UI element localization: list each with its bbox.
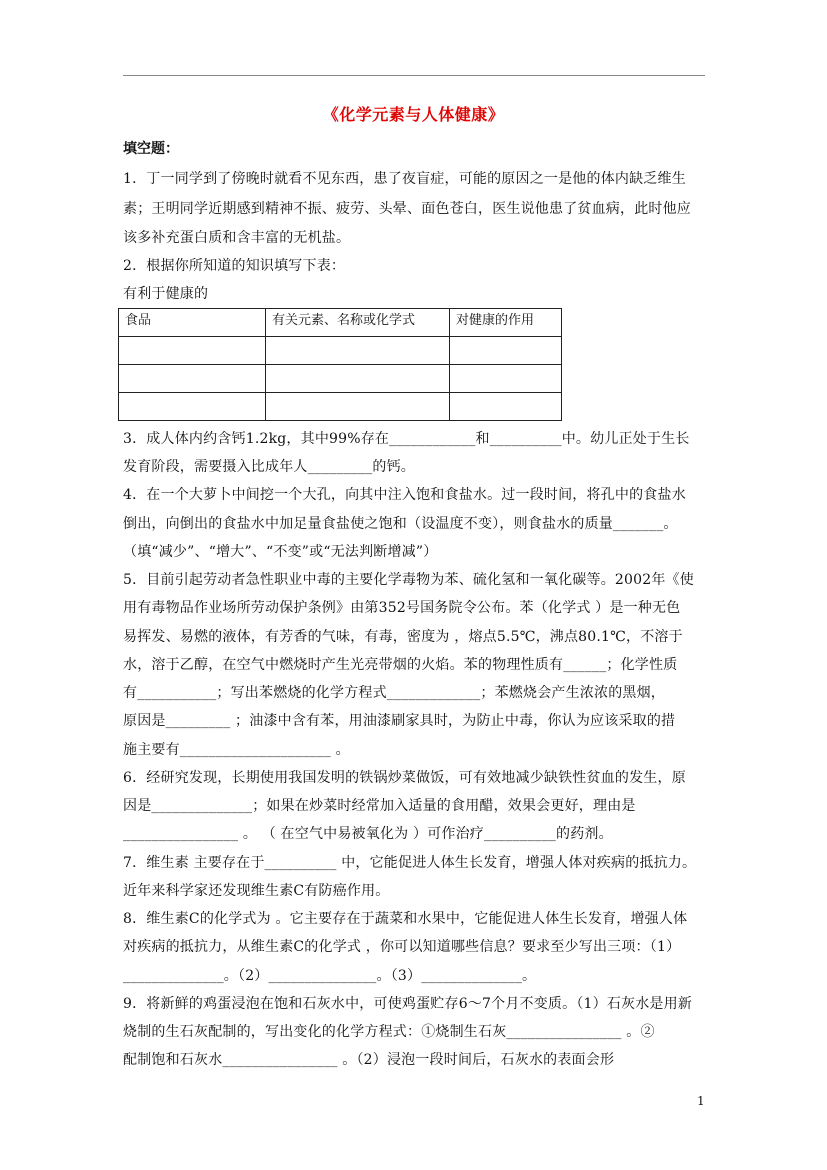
text-line: 原因是_________ ；油漆中含有苯，用油漆刷家具时，为防止中毒，你认为应该采取的措	[123, 713, 676, 729]
text-line: （填“减少”、“增大”、“不变”或“无法判断增减”）	[123, 544, 438, 560]
table-header-row	[119, 309, 562, 337]
text-line: 6．经研究发现，长期使用我国发明的铁锅炒菜做饭，可有效地减少缺铁性贫血的发生，原	[123, 770, 686, 786]
table-cell[interactable]	[266, 337, 450, 365]
food-table	[118, 308, 562, 421]
text-line: 施主要有_____________________ 。	[123, 742, 350, 758]
header-rule	[123, 75, 705, 76]
text-line: 该多补充蛋白质和含丰富的无机盐。	[123, 230, 351, 246]
text-line: 8．维生素C的化学式为 。它主要存在于蔬菜和水果中，它能促进人体生长发育，增强人体	[123, 911, 688, 927]
text-line: 烧制的生石灰配制的，写出变化的化学方程式：①烧制生石灰________________ 。②	[123, 1024, 655, 1040]
table-cell[interactable]	[450, 365, 562, 393]
text-line: 1．丁一同学到了傍晚时就看不见东西，患了夜盲症，可能的原因之一是他的体内缺乏维生	[123, 171, 686, 187]
text-line: 4．在一个大萝卜中间挖一个大孔，向其中注入饱和食盐水。过一段时间，将孔中的食盐水	[123, 487, 686, 503]
table-row	[119, 365, 562, 393]
text-line: 对疾病的抵抗力，从维生素C的化学式 ，你可以知道哪些信息？要求至少写出三项：（1）	[123, 939, 681, 955]
text-line: 用有毒物品作业场所劳动保护条例》由第352号国务院令公布。苯（化学式 ）是一种无色	[123, 600, 681, 616]
text-line: 水，溶于乙醇，在空气中燃烧时产生光亮带烟的火焰。苯的物理性质有______；化学性质	[123, 657, 678, 673]
table-cell[interactable]	[266, 393, 450, 421]
text-line: 3．成人体内约含钙1.2kg，其中99%存在____________和__________中。幼儿正处于生长	[123, 431, 690, 447]
text-line: 倒出，向倒出的食盐水中加足量食盐使之饱和（设温度不变），则食盐水的质量_______。	[123, 516, 678, 532]
text-line: ______________。（2）_______________。（3）______________。	[123, 968, 537, 984]
table-cell[interactable]	[119, 365, 266, 393]
text-line: 5．目前引起劳动者急性职业中毒的主要化学毒物为苯、硫化氢和一氧化碳等。2002年《使	[123, 572, 694, 588]
table-row	[119, 337, 562, 365]
text-line: 配制饱和石灰水________________ 。（2）浸泡一段时间后，石灰水的表面会形	[123, 1052, 615, 1068]
table-header-cell: 食品	[119, 309, 266, 337]
page-number: 1	[697, 1094, 705, 1108]
text-line: 有___________；写出苯燃烧的化学方程式_____________；苯燃烧会产生浓浓的黑烟，	[123, 685, 665, 701]
table-cell[interactable]	[119, 337, 266, 365]
table-cell[interactable]	[119, 393, 266, 421]
text-line: 发育阶段，需要摄入比成年人_________的钙。	[123, 459, 415, 475]
text-line: 7．维生素 主要存在于__________ 中，它能促进人体生长发育，增强人体对疾病的抵抗力。	[123, 855, 697, 871]
text-line: 近年来科学家还发现维生素C有防癌作用。	[123, 883, 390, 899]
document-title: 《化学元素与人体健康》	[322, 105, 505, 124]
text-line: 有利于健康的	[123, 286, 209, 302]
text-line: 9．将新鲜的鸡蛋浸泡在饱和石灰水中，可使鸡蛋贮存6～7个月不变质。（1）石灰水是用新	[123, 996, 693, 1012]
section-heading: 填空题：	[123, 141, 179, 157]
text-line: ________________ 。 （ 在空气中易被氧化为 ）可作治疗__________的药剂。	[123, 826, 613, 842]
text-line: 易挥发、易燃的液体，有芳香的气味，有毒，密度为 ，熔点5.5℃，沸点80.1℃，不溶于	[123, 629, 683, 645]
text-line: 因是______________；如果在炒菜时经常加入适量的食用醋，效果会更好，理由是	[123, 798, 636, 814]
table-cell[interactable]	[450, 337, 562, 365]
table-header-cell: 有关元素、名称或化学式	[266, 309, 450, 337]
text-line: 素；王明同学近期感到精神不振、疲劳、头晕、面色苍白，医生说他患了贫血病，此时他应	[123, 201, 691, 217]
table-header-cell: 对健康的作用	[450, 309, 562, 337]
text-line: 2．根据你所知道的知识填写下表：	[123, 258, 346, 274]
table-cell[interactable]	[266, 365, 450, 393]
table-cell[interactable]	[450, 393, 562, 421]
table-row	[119, 393, 562, 421]
